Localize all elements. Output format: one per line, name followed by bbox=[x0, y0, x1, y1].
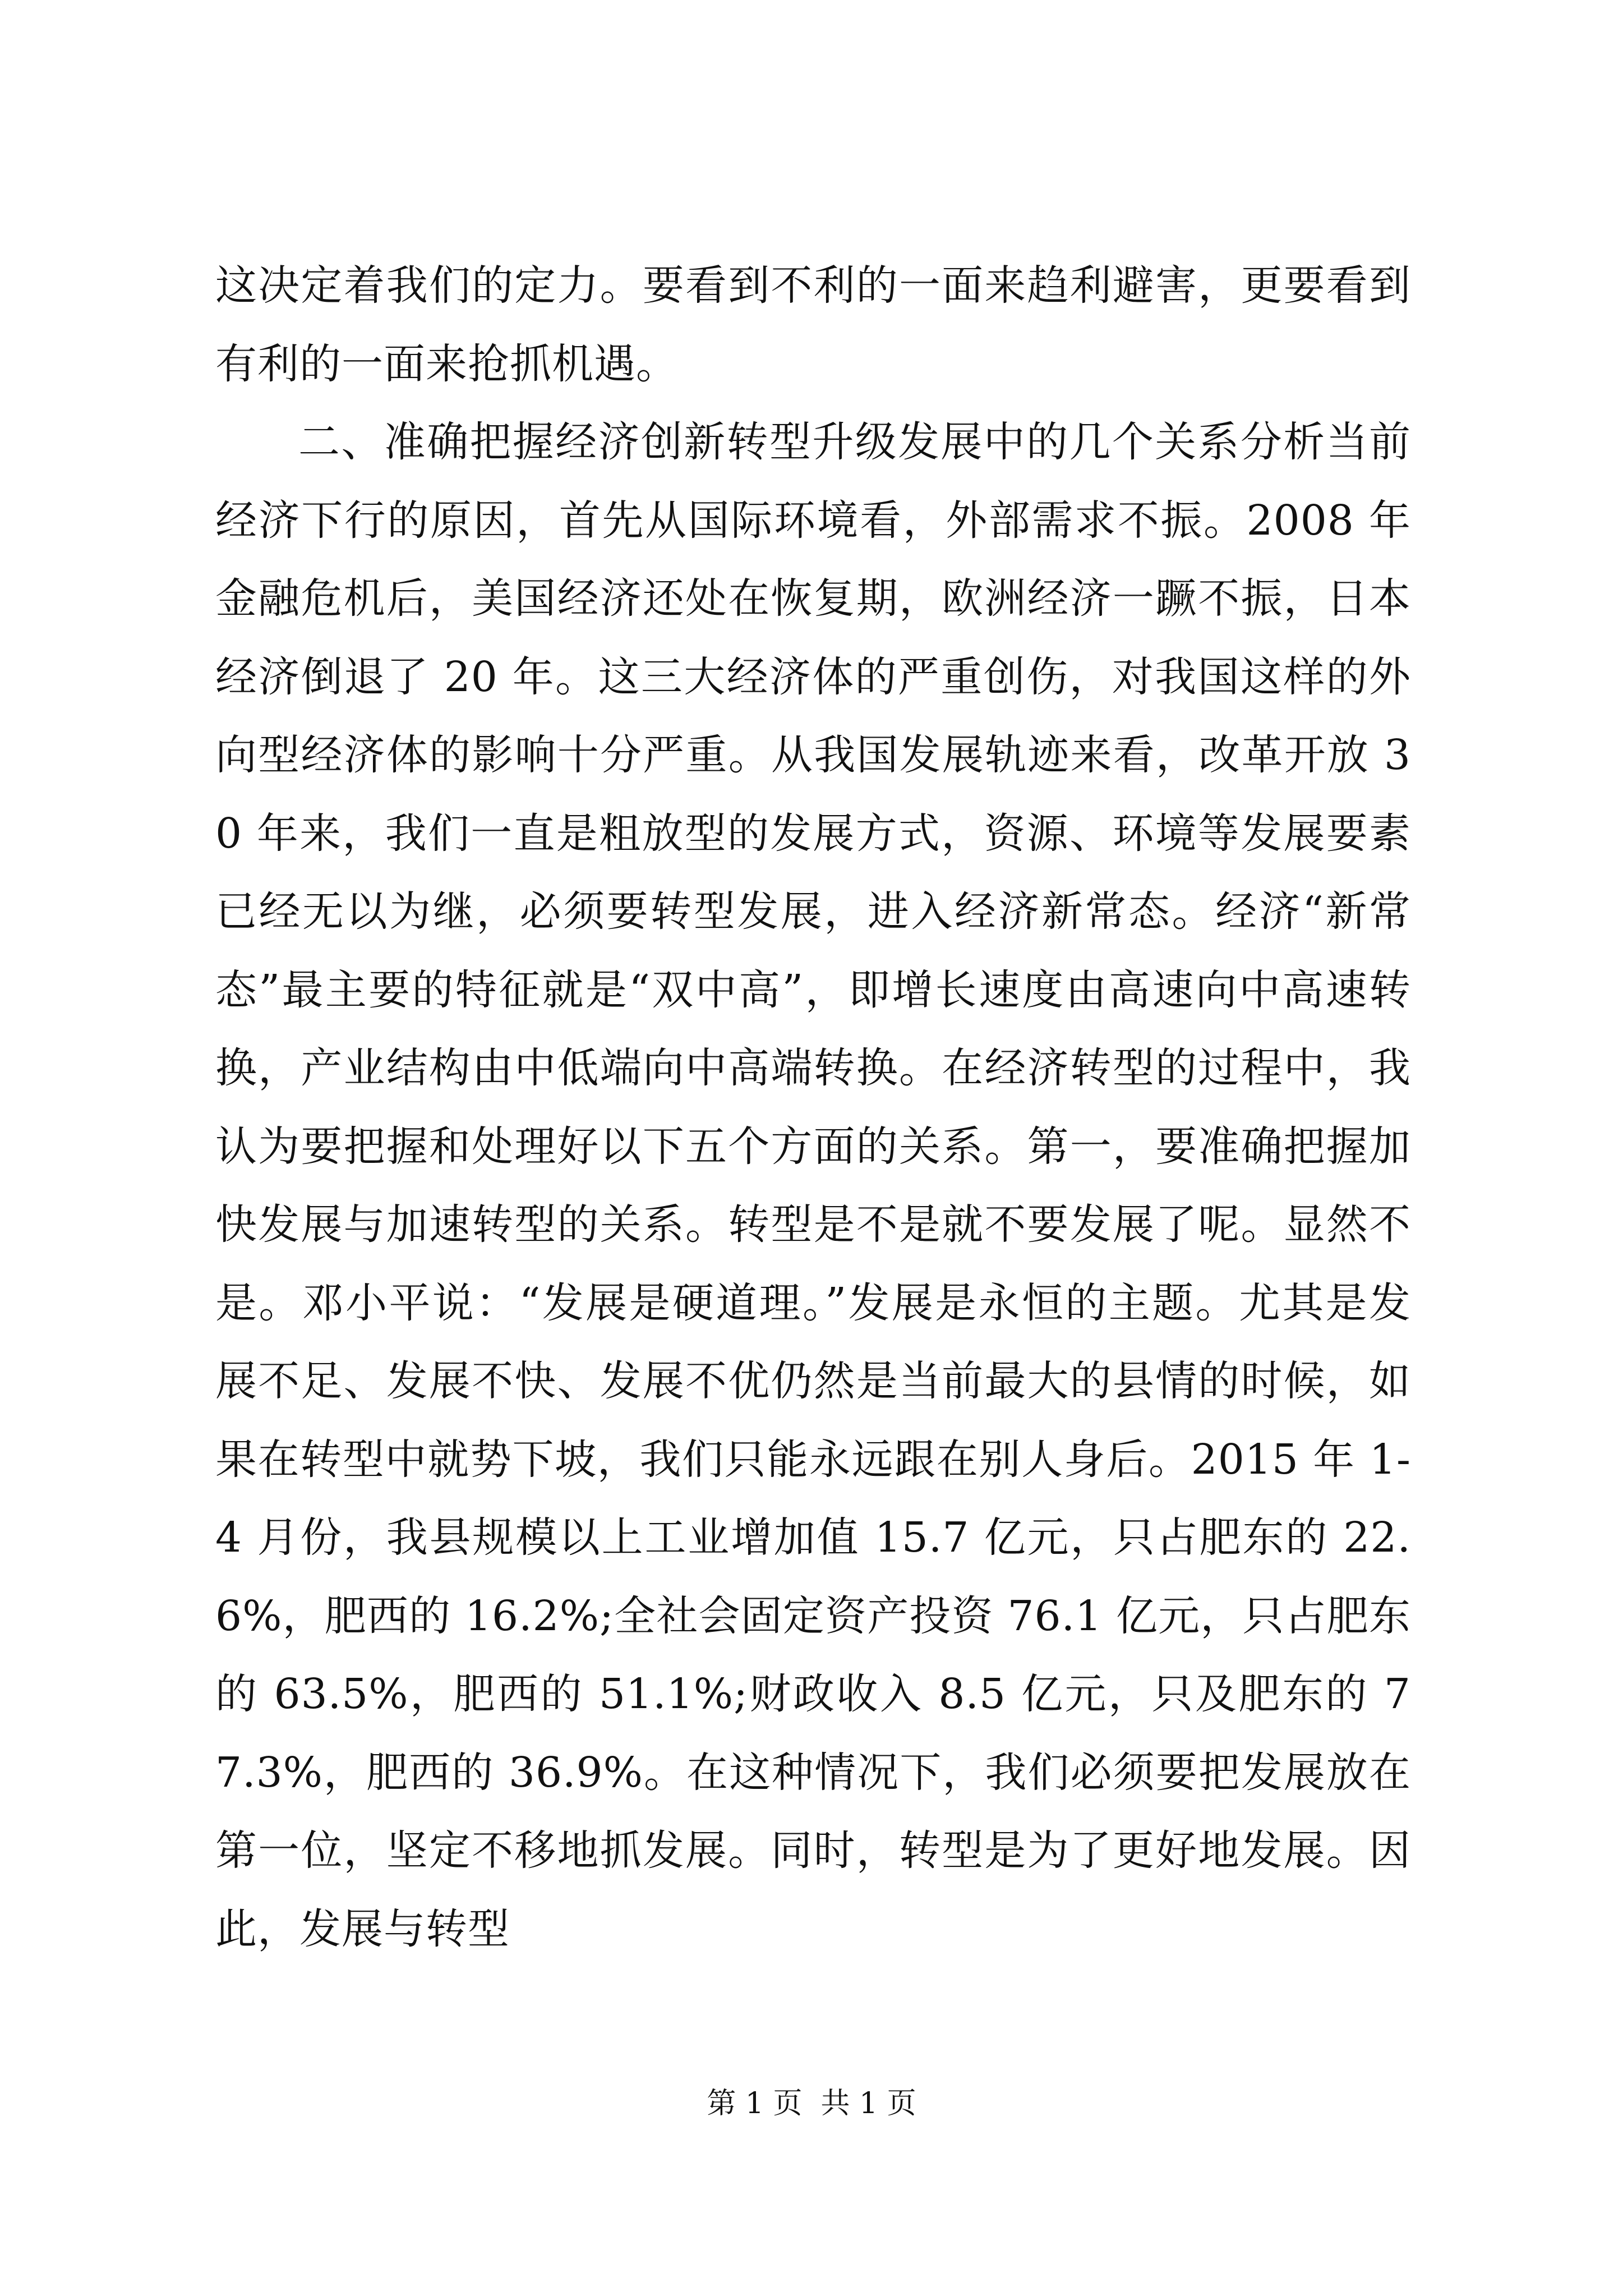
paragraph-2: 二、准确把握经济创新转型升级发展中的几个关系分析当前经济下行的原因，首先从国际环境看，外部需求不振。2008 年金融危机后，美国经济还处在恢复期，欧洲经济一蹶不振，日本经济倒退了 20 年。这三大经济体的严重创伤，对我国这样的外向型经济体的影响十分严重。从我国发展轨迹来看，改革开放 30 年来，我们一直是粗放型的发展方式，资源、环境等发展要素已经无以为继，必须要转型发展，进入经济新常态。经济“新常态”最主要的特征就是“双中高”，即增长速度由高速向中高速转换，产业结构由中低端向中高端转换。在经济转型的过程中，我认为要把握和处理好以下五个方面的关系。第一，要准确把握加快发展与加速转型的关系。转型是不是就不要发展了呢。显然不是。邓小平说：“发展是硬道理。”发展是永恒的主题。尤其是发展不足、发展不快、发展不优仍然是当前最大的县情的时候，如果在转型中就势下坡，我们只能永远跟在别人身后。2015 年 1-4 月份，我县规模以上工业增加值 15.7 亿元，只占肥东的 22.6%，肥西的 16.2%;全社会固定资产投资 76.1 亿元，只占肥东的 63.5%，肥西的 51.1%;财政收入 8.5 亿元，只及肥东的 77.3%，肥西的 36.9%。在这种情况下，我们必须要把发展放在第一位，坚定不移地抓发展。同时，转型是为了更好地发展。因此，发展与转型 bbox=[215, 418, 1411, 1953]
page-footer bbox=[0, 2081, 1623, 2126]
paragraph-1: 这决定着我们的定力。要看到不利的一面来趋利避害，更要看到有利的一面来抢抓机遇。 bbox=[215, 261, 1411, 388]
document-body bbox=[215, 247, 1411, 1968]
page-number-label: 第 1 页 共 1 页 bbox=[707, 2087, 916, 2120]
